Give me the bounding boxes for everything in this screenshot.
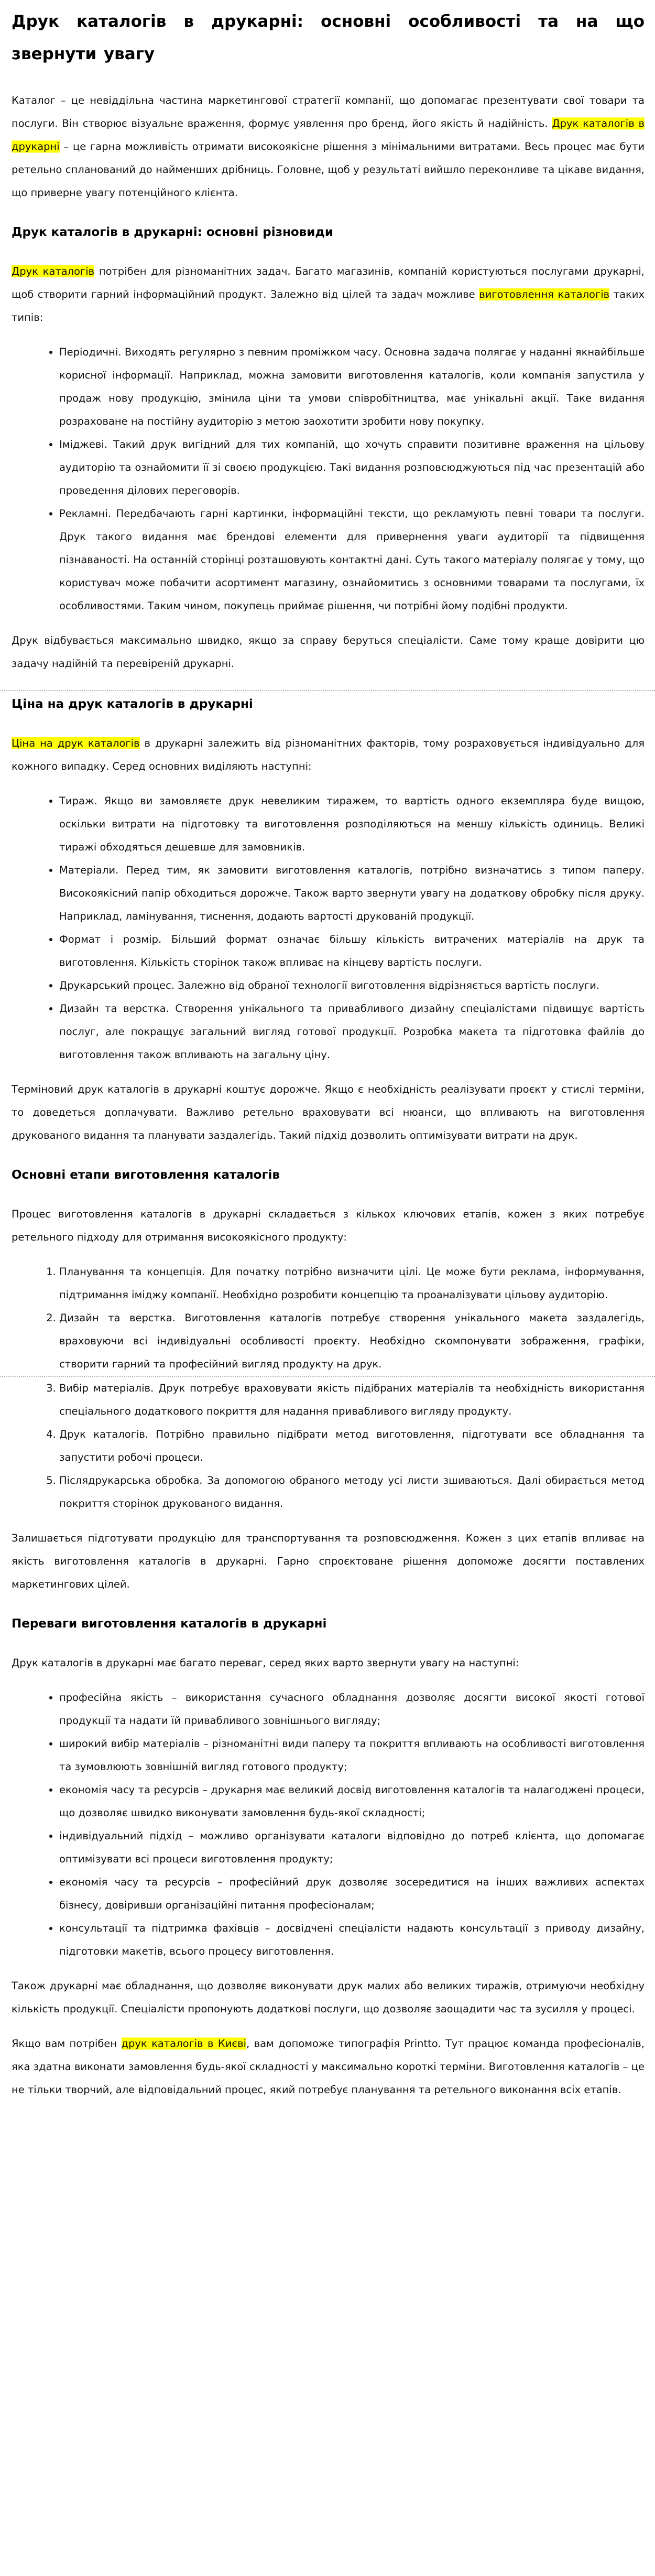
- spacer: [12, 1066, 645, 1078]
- article: [0, 5, 655, 2122]
- spacer: [12, 1633, 645, 1652]
- benefits-list: [12, 1686, 645, 1963]
- list-item: • Матеріали. Перед тим, як замовити виготовлення каталогів, потрібно визначатись з типом паперу. Високоякісний папір обходиться дорожче. Також варто звернути увагу на додаткову обробку після друку. Наприклад, ламінування, тиснення, додають вартості друкованій продукції.: [59, 859, 645, 928]
- types-list: [12, 341, 645, 618]
- price-closing-paragraph: Терміновий друк каталогів в друкарні коштує дорожче. Якщо є необхідність реалізувати проєкт у стислі терміни, то доведеться доплачувати. Важливо ретельно враховувати всі нюанси, що впливають на виготовлення друкованого видання та планувати заздалегідь. Такий підхід дозволить оптимізувати витрати на друк.: [12, 1083, 645, 1141]
- spacer: [12, 675, 645, 690]
- final-text-after: , вам допоможе типографія Printto. Тут працює команда професіоналів, яка здатна виконати замовлення будь-якої складності у максимально короткі терміни. Виготовлення каталогів – це не тільки творчий, але відповідальний процес, який потребує планування та ретельного виконання всіх етапів.: [12, 2038, 645, 2096]
- spacer: [12, 1675, 645, 1686]
- spacer: [12, 618, 645, 629]
- list-item: 5. Післядрукарська обробка. За допомогою обраного методу усі листи зшиваються. Далі обирається метод покриття сторінок друкованого видання.: [59, 1469, 645, 1515]
- spacer: [12, 1515, 645, 1527]
- spacer: [12, 204, 645, 223]
- list-item: • економія часу та ресурсів – друкарня має великий досвід виготовлення каталогів та налагоджені процеси, що дозволяє швидко виконувати замовлення будь-якої складності;: [59, 1779, 645, 1825]
- spacer: [12, 1596, 645, 1615]
- price-paragraph: [12, 732, 645, 778]
- highlight-link-druk-katalogiv-v-drukarni[interactable]: Друк каталогів в друкарні: [12, 117, 645, 153]
- final-paragraph: [12, 2032, 645, 2101]
- stages-closing-paragraph: Залишається підготувати продукцію для транспортування та розповсюдження. Кожен з цих етапів впливає на якість виготовлення каталогів в друкарні. Гарно спроєктоване рішення допоможе досягти поставлених маркетингових цілей.: [12, 1532, 645, 1590]
- list-item: 4. Друк каталогів. Потрібно правильно підібрати метод виготовлення, підготувати все обладнання та запустити робочі процеси.: [59, 1423, 645, 1469]
- section-heading-stages: Основні етапи виготовлення каталогів: [12, 1168, 280, 1182]
- stages-list: [12, 1260, 645, 1376]
- spacer: [12, 1184, 645, 1203]
- spacer: [12, 691, 645, 695]
- highlight-link-vygotovlennia-katalogiv[interactable]: виготовлення каталогів: [479, 288, 610, 300]
- list-item: • Рекламні. Передбачають гарні картинки, інформаційні тексти, що рекламують певні товари та послуги. Друк такого видання має брендові елементи для привернення уваги аудиторії та підвищення пізнаваності. На останній сторінці розташовують контактні дані. Суть такого матеріалу полягає у тому, що користувач може побачити асортимент магазину, ознайомитись з основними товарами та послугами, їх особливостями. Таким чином, покупець приймає рішення, чи потрібні йому подібні продукти.: [59, 502, 645, 618]
- highlight-link-tsina-na-druk-katalogiv[interactable]: Ціна на друк каталогів: [12, 737, 140, 749]
- spacer: [12, 329, 645, 341]
- section-heading-benefits: Переваги виготовлення каталогів в друкарні: [12, 1617, 327, 1631]
- list-item: • професійна якість – використання сучасного обладнання дозволяє досягти високої якості готової продукції та надати їй привабливого зовнішнього вигляду;: [59, 1686, 645, 1732]
- intro-paragraph: [12, 89, 645, 204]
- highlight-link-druk-katalogiv[interactable]: Друк каталогів: [12, 265, 95, 277]
- spacer: [12, 241, 645, 260]
- list-item: • консультації та підтримка фахівців – досвідчені спеціалісти надають консультації з приводу дизайну, підготовки макетів, всього процесу виготовлення.: [59, 1917, 645, 1963]
- types-text-mid: потрібен для різноманітних задач. Багато магазинів, компаній користуються послугами друкарні, щоб створити гарний інформаційний продукт. Залежно від цілей та задач можливе: [12, 265, 645, 300]
- intro-text-after: – це гарна можливість отримати високоякісне рішення з мінімальними витратами. Весь процес має бути ретельно спланований до найменших дрібниць. Головне, щоб у результаті вийшло переконливе та цікаве видання, що приверне увагу потенційного клієнта.: [12, 141, 645, 199]
- spacer: [12, 2021, 645, 2032]
- list-item: • економія часу та ресурсів – професійний друк дозволяє зосередитися на інших важливих аспектах бізнесу, довіривши організаційні питання професіоналам;: [59, 1871, 645, 1917]
- list-item: 3. Вибір матеріалів. Друк потребує враховувати якість підібраних матеріалів та необхідність використання спеціального додаткового покриття для надання привабливого вигляду продукту.: [59, 1377, 645, 1423]
- list-item: 2. Дизайн та верстка. Виготовлення каталогів потребує створення унікального макета заздалегідь, враховуючи всі індивідуальні особливості проєкту. Необхідно скомпонувати зображення, графіки, створити гарний та професійний вигляд продукту на друк.: [59, 1307, 645, 1376]
- list-item: • Тираж. Якщо ви замовляєте друк невеликим тиражем, то вартість одного екземпляра буде вищою, оскільки витрати на підготовку та виготовлення розподіляються на меншу кількість одиниць. Великі тиражі обходяться дешевше для замовників.: [59, 790, 645, 859]
- benefits-paragraph: Також друкарні має обладнання, що дозволяє виконувати друк малих або великих тиражів, отримуючи необхідну кількість продукції. Спеціалісти пропонують додаткові послуги, що дозволяє заощадити час та зусилля у процесі.: [12, 1980, 645, 2015]
- page-title: Друк каталогів в друкарні: основні особливості та на що звернути увагу: [12, 12, 645, 63]
- types-paragraph: [12, 260, 645, 329]
- price-factors-list: [12, 790, 645, 1066]
- stages-list-continued: [12, 1377, 645, 1515]
- types-closing-paragraph: Друк відбувається максимально швидко, якщо за справу беруться спеціалісти. Саме тому краще довірити цю задачу надійній та перевіреній друкарні.: [12, 634, 645, 670]
- price-text-after: в друкарні залежить від різноманітних факторів, тому розраховується індивідуально для кожного випадку. Серед основних виділяють наступні:: [12, 737, 645, 772]
- list-item: 1. Планування та концепція. Для початку потрібно визначити цілі. Це може бути реклама, інформування, підтримання іміджу компанії. Необхідно розробити концепцію та проаналізувати цільову аудиторію.: [59, 1260, 645, 1307]
- highlight-link-druk-katalogiv-v-kyievi[interactable]: друк каталогів в Києві: [121, 2038, 247, 2050]
- list-item: • Дизайн та верстка. Створення унікального та привабливого дизайну спеціалістами підвищує вартість послуг, але покращує загальний вигляд готової продукції. Розробка макета та підготовка файлів до виготовлення також впливають на загальну ціну.: [59, 997, 645, 1066]
- spacer: [12, 1249, 645, 1260]
- list-item: • широкий вибір матеріалів – різноманітні види паперу та покриття впливають на особливості виготовлення та зумовлюють зовнішній вигляд готового продукту;: [59, 1732, 645, 1779]
- section-heading-types: Друк каталогів в друкарні: основні різновиди: [12, 225, 334, 239]
- intro-text-before: Каталог – це невіддільна частина маркетингової стратегії компанії, що допомагає презентувати свої товари та послуги. Він створює візуальне враження, формує уявлення про бренд, його якість й надійність.: [12, 94, 645, 130]
- list-item: • індивідуальний підхід – можливо організувати каталоги відповідно до потреб клієнта, що допомагає оптимізувати всі процеси виготовлення продукту;: [59, 1825, 645, 1871]
- spacer: [12, 713, 645, 732]
- stages-intro-paragraph: Процес виготовлення каталогів в друкарні складається з кількох ключових етапів, кожен з яких потребує ретельного підходу для отримання високоякісного продукту:: [12, 1208, 645, 1243]
- list-item: • Формат і розмір. Більший формат означає більшу кількість витрачених матеріалів на друк та виготовлення. Кількість сторінок також впливає на кінцеву вартість послуги.: [59, 928, 645, 974]
- spacer: [12, 778, 645, 790]
- final-text-before: Якщо вам потрібен: [12, 2038, 122, 2050]
- spacer: [12, 70, 645, 89]
- list-item: • Друкарський процес. Залежно від обраної технології виготовлення відрізняється вартість послуги.: [59, 974, 645, 997]
- list-item: • Іміджеві. Такий друк вигідний для тих компаній, що хочуть справити позитивне враження на цільову аудиторію та ознайомити її зі своєю продукцією. Такі видання розповсюджуються під час презентацій або проведення ділових переговорів.: [59, 433, 645, 502]
- benefits-intro-paragraph: Друк каталогів в друкарні має багато переваг, серед яких варто звернути увагу на наступні:: [12, 1657, 519, 1669]
- list-item: • Періодичні. Виходять регулярно з певним проміжком часу. Основна задача полягає у наданні якнайбільше корисної інформації. Наприклад, можна замовити виготовлення каталогів, коли компанія запустила у продаж нову продукцію, змінила ціни та умови співробітництва, має унікальні акції. Таке видання розраховане на постійну аудиторію з метою заохотити зробити нову покупку.: [59, 341, 645, 433]
- spacer: [12, 1963, 645, 1975]
- types-text-after: таких типів:: [12, 288, 645, 324]
- spacer: [12, 2101, 645, 2122]
- spacer: [12, 1147, 645, 1166]
- section-heading-price: Ціна на друк каталогів в друкарні: [12, 697, 253, 711]
